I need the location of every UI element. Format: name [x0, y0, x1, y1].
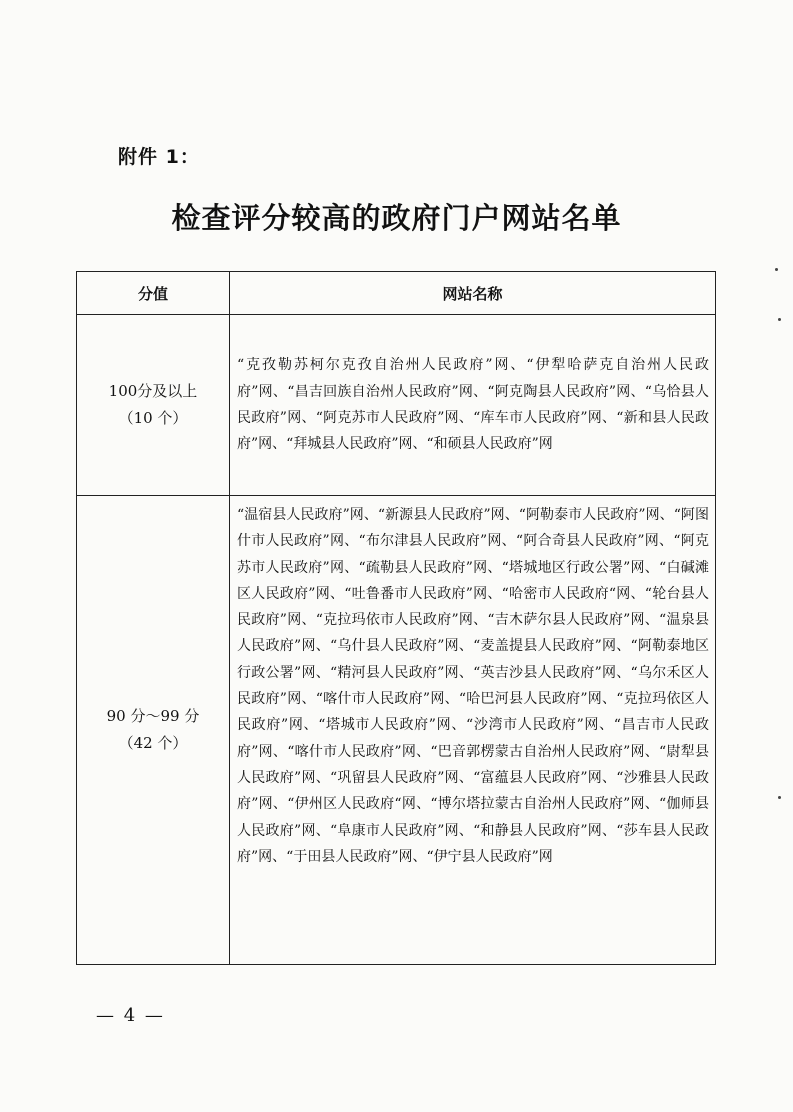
site-count: （10 个） [118, 409, 188, 427]
score-cell [77, 315, 230, 496]
header-score: 分值 [77, 272, 230, 315]
score-range: 100分及以上 [108, 382, 198, 400]
site-count: （42 个） [118, 734, 188, 752]
site-names-cell: “克孜勒苏柯尔克孜自治州人民政府”网、“伊犁哈萨克自治州人民政府”网、“昌吉回族自治州人民政府”网、“阿克陶县人民政府”网、“乌恰县人民政府”网、“阿克苏市人民政府”网、“库车市人民政府”网、“新和县人民政府”网、“拜城县人民政府”网、“和硕县人民政府”网 [230, 315, 716, 496]
attachment-label: 附件 1： [118, 146, 200, 168]
table-row [77, 315, 716, 496]
scan-speck [778, 796, 781, 799]
page-number: — 4 — [96, 1005, 165, 1026]
score-range: 90 分～99 分 [106, 707, 200, 725]
table-row [77, 496, 716, 965]
score-cell [77, 496, 230, 965]
website-list-table [76, 271, 716, 965]
header-sites: 网站名称 [230, 272, 716, 315]
site-names-cell: “温宿县人民政府”网、“新源县人民政府”网、“阿勒泰市人民政府”网、“阿图什市人民政府”网、“布尔津县人民政府”网、“阿合奇县人民政府”网、“阿克苏市人民政府”网、“疏勒县人民政府”网、“塔城地区行政公署”网、“白碱滩区人民政府”网、“吐鲁番市人民政府”网、“哈密市人民政府“网、“轮台县人民政府”网、“克拉玛依市人民政府”网、“吉木萨尔县人民政府”网、“温泉县人民政府”网、“乌什县人民政府”网、“麦盖提县人民政府”网、“阿勒泰地区行政公署”网、“精河县人民政府”网、“英吉沙县人民政府”网、“乌尔禾区人民政府”网、“喀什市人民政府”网、“哈巴河县人民政府”网、“克拉玛依区人民政府”网、“塔城市人民政府”网、“沙湾市人民政府”网、“昌吉市人民政府”网、“喀什市人民政府”网、“巴音郭楞蒙古自治州人民政府”网、“尉犁县人民政府”网、“巩留县人民政府”网、“富蕴县人民政府”网、“沙雅县人民政府”网、“伊州区人民政府“网、“博尔塔拉蒙古自治州人民政府”网、“伽师县人民政府”网、“阜康市人民政府”网、“和静县人民政府”网、“莎车县人民政府”网、“于田县人民政府”网、“伊宁县人民政府”网 [230, 496, 716, 965]
page-title: 检查评分较高的政府门户网站名单 [171, 201, 622, 235]
table-header-row [77, 272, 716, 315]
scan-speck [775, 268, 778, 271]
scan-speck [778, 318, 781, 321]
